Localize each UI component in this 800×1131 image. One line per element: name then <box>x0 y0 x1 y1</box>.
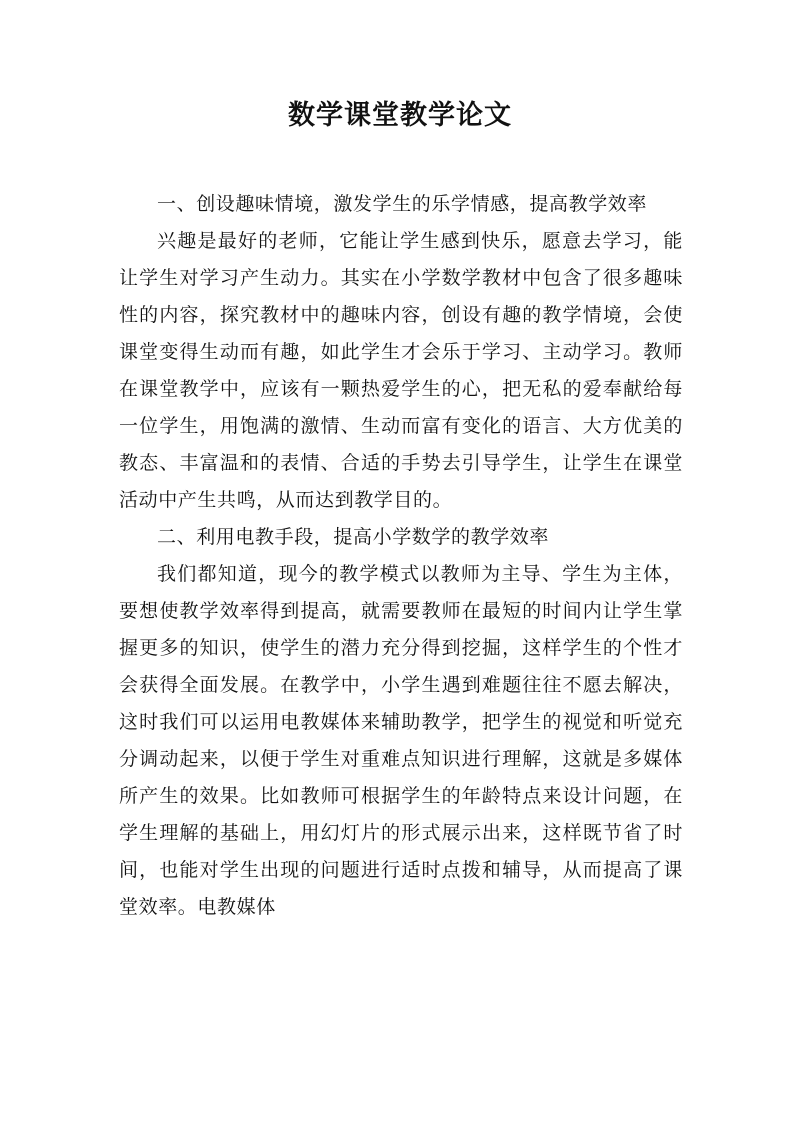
section-paragraph-2: 我们都知道，现今的教学模式以教师为主导、学生为主体，要想使教学效率得到提高，就需要教师在最短的时间内让学生掌握更多的知识，使学生的潜力充分得到挖掘，这样学生的个性才会获得全面发展。在教学中，小学生遇到难题往往不愿去解决，这时我们可以运用电教媒体来辅助教学，把学生的视觉和听觉充分调动起来，以便于学生对重难点知识进行理解，这就是多媒体所产生的效果。比如教师可根据学生的年龄特点来设计问题，在学生理解的基础上，用幻灯片的形式展示出来，这样既节省了时间，也能对学生出现的问题进行适时点拨和辅导，从而提高了课堂效率。电教媒体 <box>119 563 683 918</box>
section-heading-2: 二、利用电教手段，提高小学数学的教学效率 <box>157 526 550 548</box>
section-paragraph-1: 兴趣是最好的老师，它能让学生感到快乐，愿意去学习，能让学生对学习产生动力。其实在小学数学教材中包含了很多趣味性的内容，探究教材中的趣味内容，创设有趣的教学情境，会使课堂变得生动而有趣，如此学生才会乐于学习、主动学习。教师在课堂教学中，应该有一颗热爱学生的心，把无私的爱奉献给每一位学生，用饱满的激情、生动而富有变化的语言、大方优美的教态、丰富温和的表情、合适的手势去引导学生，让学生在课堂活动中产生共鸣，从而达到教学目的。 <box>119 230 683 511</box>
page-title: 数学课堂教学论文 <box>288 100 512 131</box>
document-body <box>119 186 683 926</box>
section-heading-1: 一、创设趣味情境，激发学生的乐学情感，提高教学效率 <box>157 193 648 215</box>
